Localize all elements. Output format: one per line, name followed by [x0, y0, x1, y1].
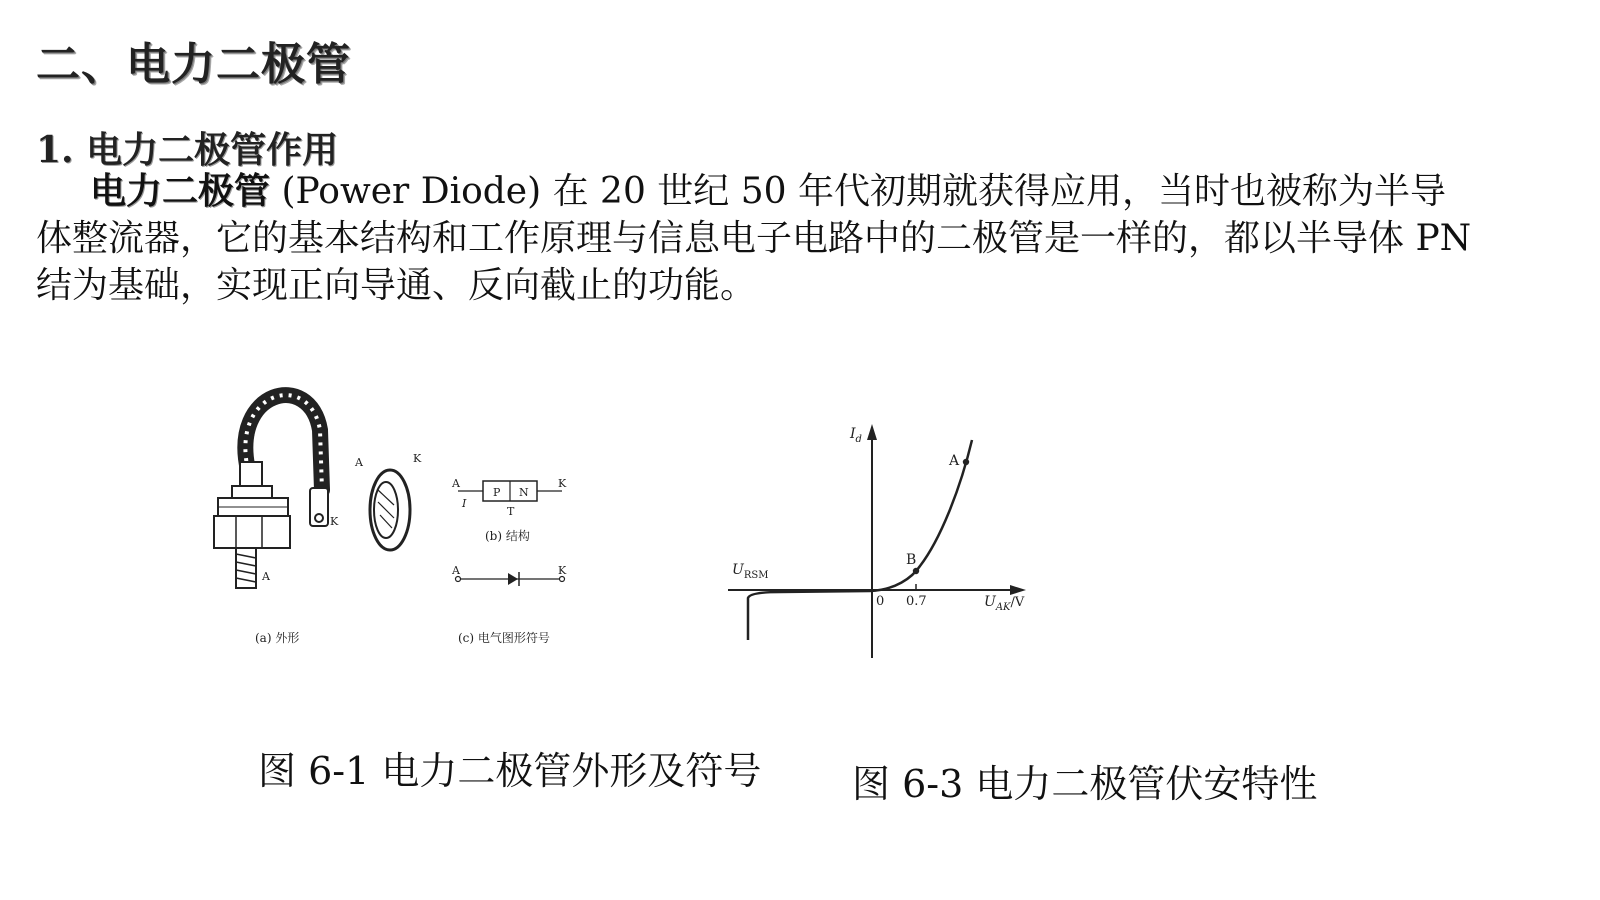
origin-label: 0 — [876, 594, 885, 609]
point-a-label: A — [949, 453, 960, 469]
iv-axes — [728, 424, 1026, 658]
structure-a: A — [452, 477, 460, 490]
symbol-k: K — [558, 564, 567, 577]
structure-p: P — [493, 486, 501, 499]
figure-diode-appearance — [200, 370, 600, 660]
page-title: 二、电力二极管 — [36, 39, 351, 90]
intro-paragraph — [36, 168, 1476, 309]
figure-iv-characteristic — [720, 410, 1060, 670]
figure-6-1-caption: 图 6-1 电力二极管外形及符号 — [258, 749, 762, 793]
tick-0-7-label: 0.7 — [906, 594, 927, 609]
label-k-main: K — [330, 515, 339, 528]
structure-i: I — [462, 497, 467, 510]
stud-body-image — [214, 462, 290, 588]
disc-diode-image — [370, 470, 410, 550]
section-heading: 1. 电力二极管作用 — [36, 129, 339, 171]
label-a-disc: A — [355, 456, 363, 469]
sublabel-symbol: (c) 电气图形符号 — [458, 631, 550, 645]
structure-n: N — [519, 486, 529, 499]
point-b-marker — [913, 568, 919, 574]
urs-label: $U_{RSM}$ — [732, 562, 769, 581]
sublabel-structure: (b) 结构 — [485, 529, 530, 543]
structure-k: K — [558, 477, 567, 490]
figure-6-3-caption: 图 6-3 电力二极管伏安特性 — [852, 762, 1318, 806]
point-b-label: B — [906, 552, 917, 568]
label-a-main: A — [262, 570, 270, 583]
pn-structure-diagram — [458, 481, 562, 501]
iv-curve — [748, 440, 972, 640]
sublabel-appearance: (a) 外形 — [255, 631, 300, 645]
structure-t: T — [507, 505, 515, 518]
paragraph-body: (Power Diode) 在 20 世纪 50 年代初期就获得应用，当时也被称为半导体整流器，它的基本结构和工作原理与信息电子电路中的二极管是一样的，都以半导体 PN 结为基础，实现正向导通、反向截止的功能。 — [36, 171, 1472, 306]
label-k-disc: K — [413, 452, 422, 465]
symbol-a: A — [452, 564, 460, 577]
x-axis-label: $U_{AK}/V$ — [984, 594, 1025, 613]
diode-symbol-diagram — [456, 572, 565, 586]
point-a-marker — [963, 459, 969, 465]
y-axis-label: $I_d$ — [850, 426, 862, 445]
term-power-diode: 电力二极管 — [90, 170, 271, 212]
